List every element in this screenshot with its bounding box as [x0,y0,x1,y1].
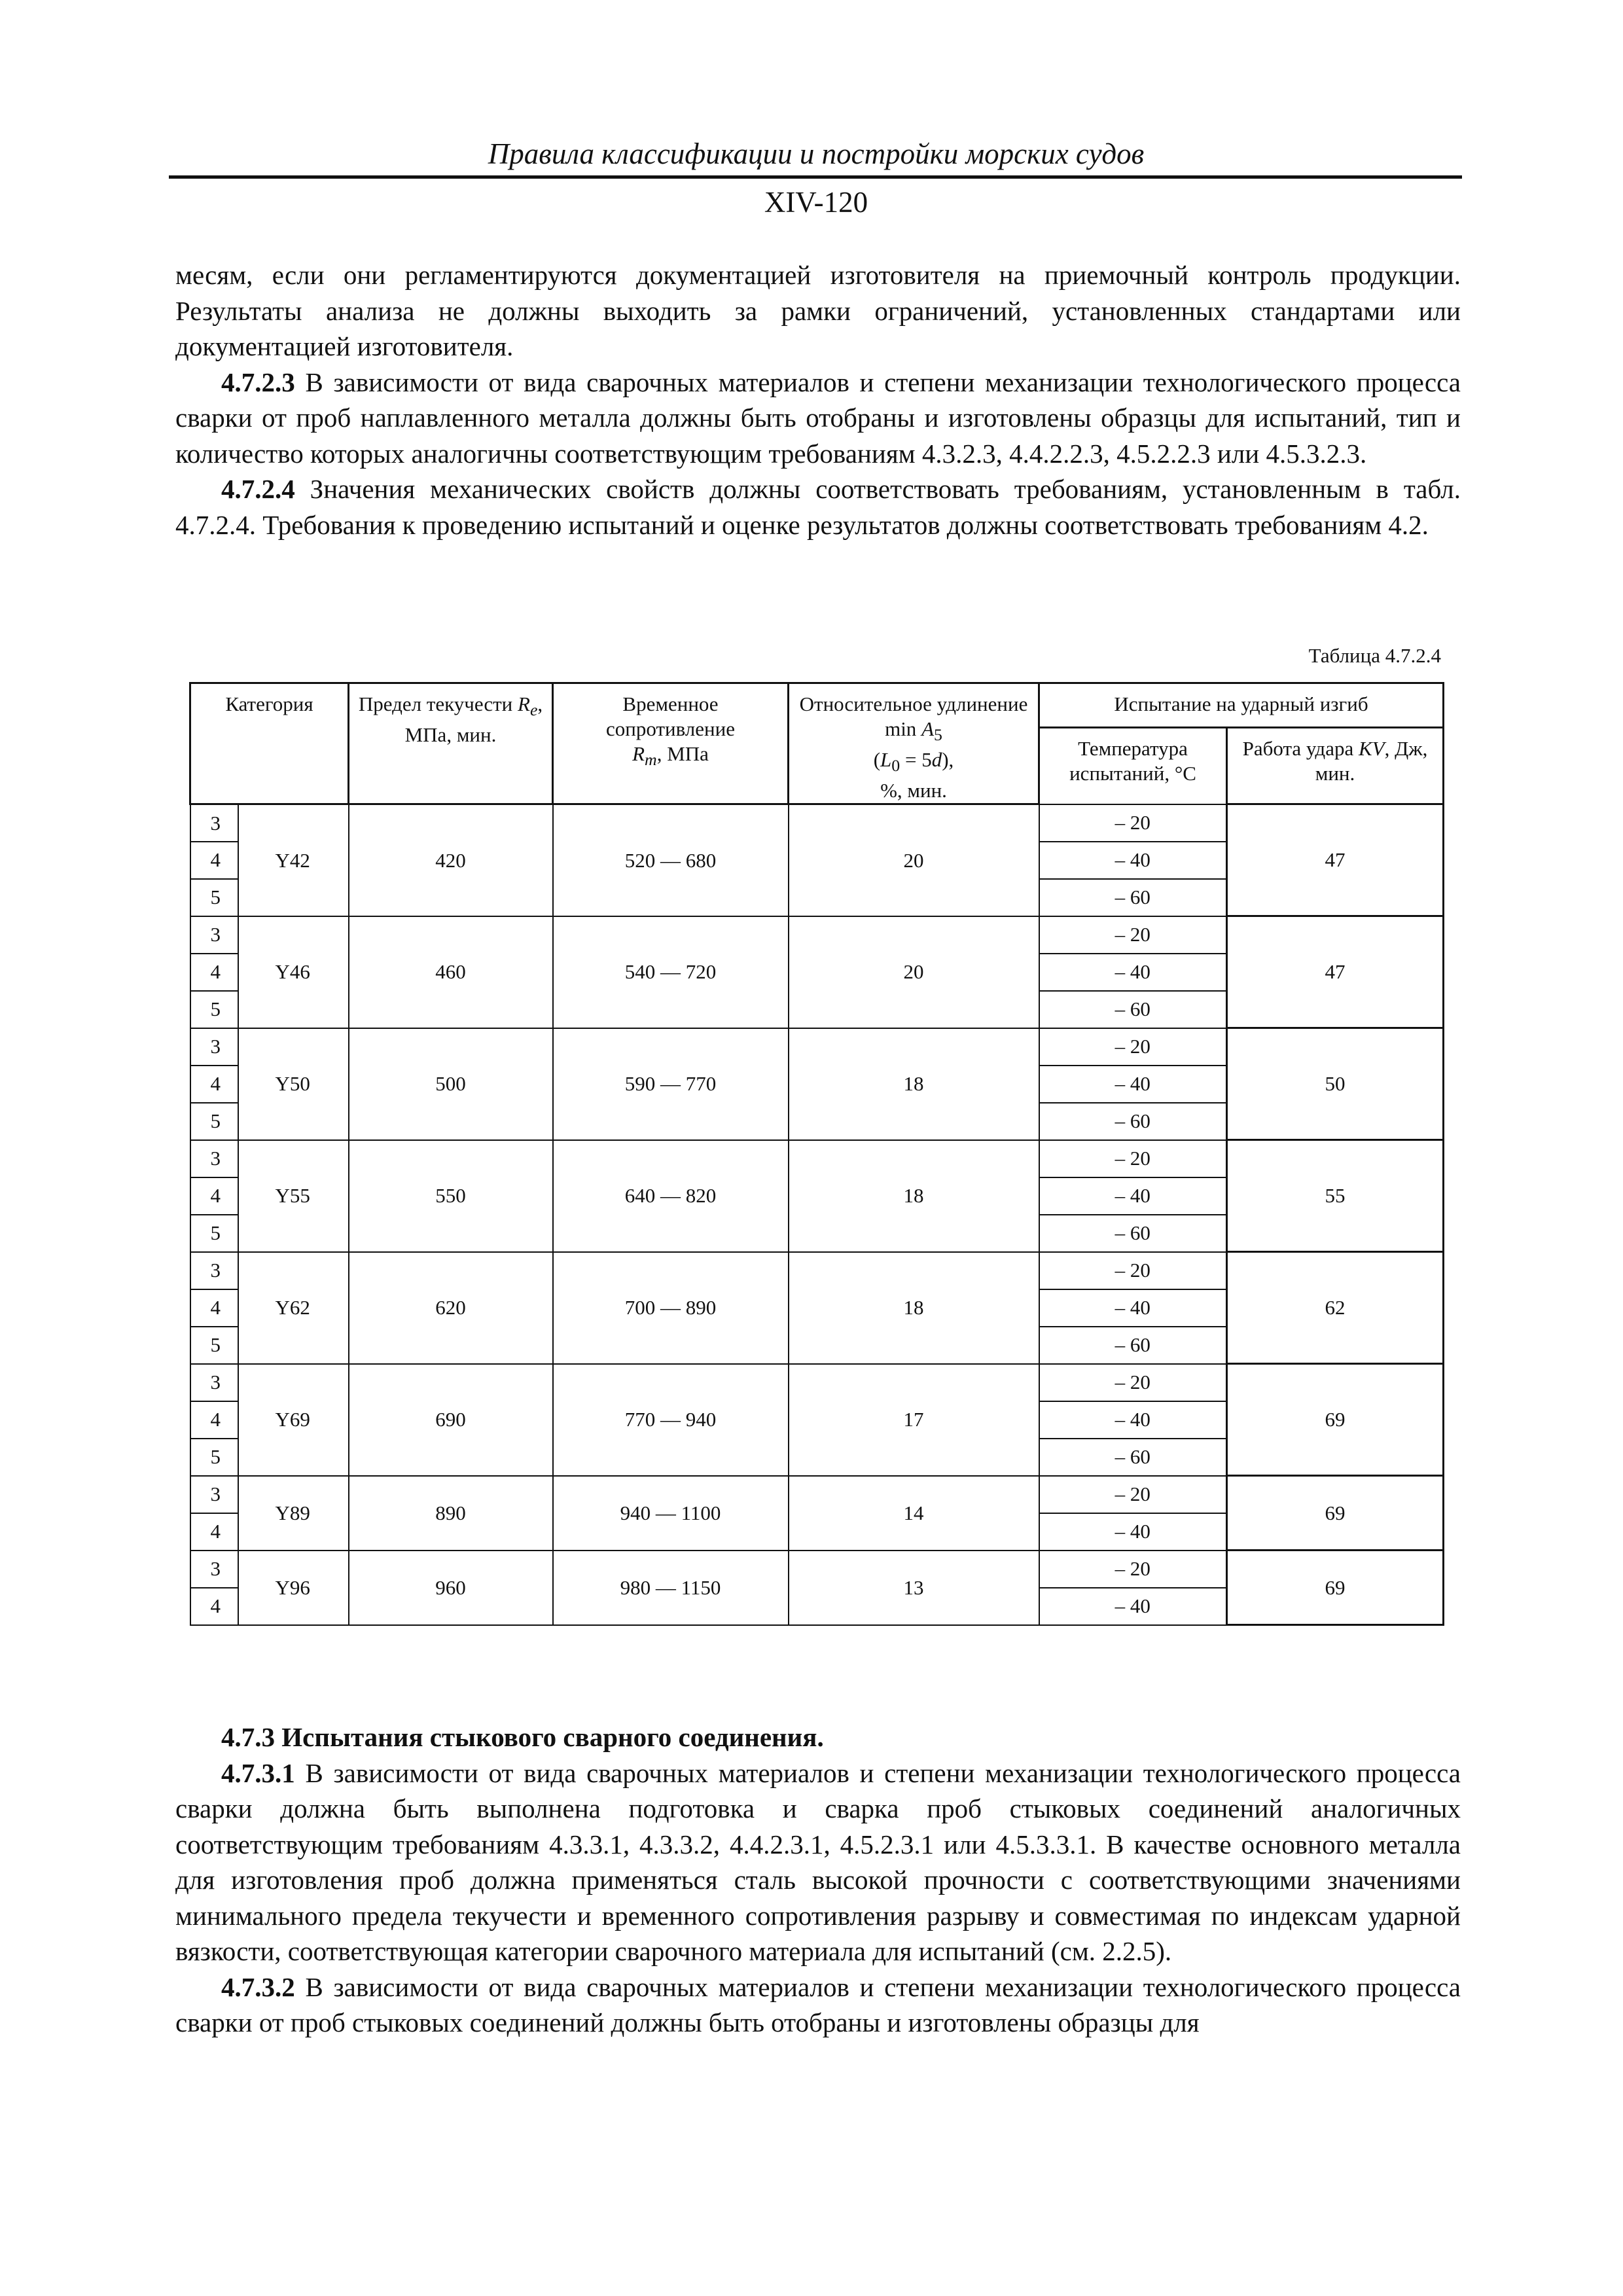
table-row [190,1028,1444,1066]
elongation-cell: 18 [789,1252,1039,1364]
category-number-cell: 3 [190,804,238,842]
yield-strength-cell: 620 [349,1252,553,1364]
yield-strength-cell: 500 [349,1028,553,1140]
impact-energy-cell: 50 [1227,1028,1444,1140]
test-temperature-cell: – 60 [1039,879,1227,916]
category-number-cell: 3 [190,916,238,954]
category-number-cell: 5 [190,1327,238,1364]
yield-strength-cell: 550 [349,1140,553,1252]
grade-cell: Y96 [238,1551,349,1625]
category-number-cell: 3 [190,1364,238,1401]
test-temperature-cell: – 40 [1039,1513,1227,1551]
impact-energy-cell: 69 [1227,1476,1444,1551]
table-row [190,804,1444,842]
elongation-cell: 18 [789,1028,1039,1140]
category-number-cell: 3 [190,1476,238,1513]
yield-strength-cell: 460 [349,916,553,1028]
test-temperature-cell: – 40 [1039,1177,1227,1215]
test-temperature-cell: – 20 [1039,1551,1227,1588]
header-impact-test: Испытание на ударный изгиб [1039,683,1444,728]
test-temperature-cell: – 20 [1039,1476,1227,1513]
bottom-text-block [175,1719,1461,2041]
header-test-temperature: Температура испытаний, °C [1039,727,1227,804]
tensile-strength-cell: 590 — 770 [553,1028,789,1140]
header-yield: Предел текучести $R_e$, МПа, мин. [349,683,553,804]
category-number-cell: 3 [190,1028,238,1066]
category-number-cell: 5 [190,1103,238,1140]
impact-energy-cell: 69 [1227,1551,1444,1625]
elongation-cell: 20 [789,804,1039,916]
category-number-cell: 5 [190,1439,238,1476]
top-text-block [175,257,1461,543]
mechanical-properties-table [189,682,1444,1626]
test-temperature-cell: – 60 [1039,1327,1227,1364]
category-number-cell: 3 [190,1252,238,1289]
impact-energy-cell: 62 [1227,1252,1444,1364]
section-heading-4-7-3: 4.7.3 Испытания стыкового сварного соединения. [221,1722,824,1752]
grade-cell: Y50 [238,1028,349,1140]
impact-energy-cell: 47 [1227,916,1444,1028]
grade-cell: Y55 [238,1140,349,1252]
tensile-strength-cell: 540 — 720 [553,916,789,1028]
yield-strength-cell: 890 [349,1476,553,1551]
header-category: Категория [190,683,349,804]
category-number-cell: 5 [190,1215,238,1252]
elongation-cell: 20 [789,916,1039,1028]
category-number-cell: 4 [190,954,238,991]
category-number-cell: 4 [190,1401,238,1439]
yield-strength-cell: 960 [349,1551,553,1625]
test-temperature-cell: – 20 [1039,1028,1227,1066]
grade-cell: Y62 [238,1252,349,1364]
test-temperature-cell: – 20 [1039,804,1227,842]
tensile-strength-cell: 980 — 1150 [553,1551,789,1625]
impact-energy-cell: 47 [1227,804,1444,916]
paragraph-4-7-3-1: 4.7.3.1 В зависимости от вида сварочных материалов и степени механизации технологического процесса сварки должна быть выполнена подготовка и сварка проб стыковых соединений аналогичных соответствующим требованиям 4.3.3.1, 4.3.3.2, 4.4.2.3.1, 4.5.2.3.1 или 4.5.3.3.1. В качестве основного металла для изготовления проб должна применяться сталь высокой прочности с соответствующими значениями минимального предела текучести и временного сопротивления разрыву и совместимая по индексам ударной вязкости, соответствующая категории сварочного материала для испытаний (см. 2.2.5). [175,1757,1461,1966]
paragraph-4-7-2-4: 4.7.2.4 Значения механических свойств должны соответствовать требованиям, установленным в табл. 4.7.2.4. Требования к проведению испытаний и оценке результатов должны соответствовать требованиям 4.2. [175,474,1461,540]
table-row [190,1252,1444,1289]
category-number-cell: 5 [190,991,238,1028]
clause-number: 4.7.3.1 [221,1757,295,1788]
grade-cell: Y69 [238,1364,349,1476]
category-number-cell: 3 [190,1140,238,1177]
test-temperature-cell: – 20 [1039,1252,1227,1289]
table-row [190,1551,1444,1588]
page-number: XIV-120 [764,186,868,219]
grade-cell: Y46 [238,916,349,1028]
tensile-strength-cell: 940 — 1100 [553,1476,789,1551]
impact-energy-cell: 69 [1227,1364,1444,1476]
grade-cell: Y42 [238,804,349,916]
header-elongation: Относительное удлинение $\min A_5$ $(L_0 = 5d)$, %, мин. [789,683,1039,804]
yield-strength-cell: 420 [349,804,553,916]
header-rule [169,175,1462,179]
clause-number: 4.7.2.4 [221,474,295,504]
grade-cell: Y89 [238,1476,349,1551]
table-row [190,916,1444,954]
category-number-cell: 4 [190,1066,238,1103]
tensile-strength-cell: 770 — 940 [553,1364,789,1476]
impact-energy-cell: 55 [1227,1140,1444,1252]
header-tensile: Временное сопротивление $R_m$, МПа [553,683,789,804]
elongation-cell: 14 [789,1476,1039,1551]
running-header-title: Правила классификации и постройки морских судов [488,137,1145,170]
test-temperature-cell: – 20 [1039,1140,1227,1177]
test-temperature-cell: – 40 [1039,1066,1227,1103]
table-caption: Таблица 4.7.2.4 [1308,644,1441,667]
test-temperature-cell: – 40 [1039,842,1227,879]
table-row [190,1364,1444,1401]
paragraph-continued: месям, если они регламентируются документацией изготовителя на приемочный контроль продукции. Результаты анализа не должны выходить за рамки ограничений, установленных стандартами или документацией изготовителя. [175,260,1461,361]
tensile-strength-cell: 520 — 680 [553,804,789,916]
tensile-strength-cell: 700 — 890 [553,1252,789,1364]
elongation-cell: 18 [789,1140,1039,1252]
test-temperature-cell: – 60 [1039,991,1227,1028]
category-number-cell: 4 [190,1289,238,1327]
tensile-strength-cell: 640 — 820 [553,1140,789,1252]
header-impact-energy: Работа удара KV, Дж, мин. [1227,727,1444,804]
test-temperature-cell: – 60 [1039,1103,1227,1140]
category-number-cell: 3 [190,1551,238,1588]
yield-strength-cell: 690 [349,1364,553,1476]
test-temperature-cell: – 60 [1039,1215,1227,1252]
elongation-cell: 17 [789,1364,1039,1476]
test-temperature-cell: – 20 [1039,1364,1227,1401]
test-temperature-cell: – 40 [1039,1289,1227,1327]
paragraph-4-7-2-3: 4.7.2.3 В зависимости от вида сварочных материалов и степени механизации технологического процесса сварки от проб наплавленного металла должны быть отобраны и изготовлены образцы для испытаний, тип и количество которых аналогичны соответствующим требованиям 4.3.2.3, 4.4.2.2.3, 4.5.2.2.3 или 4.5.3.2.3. [175,367,1461,469]
test-temperature-cell: – 40 [1039,1401,1227,1439]
test-temperature-cell: – 60 [1039,1439,1227,1476]
table-body [190,804,1444,1625]
category-number-cell: 4 [190,1177,238,1215]
category-number-cell: 4 [190,842,238,879]
table-row [190,1476,1444,1513]
test-temperature-cell: – 20 [1039,916,1227,954]
table-row [190,1140,1444,1177]
elongation-cell: 13 [789,1551,1039,1625]
test-temperature-cell: – 40 [1039,954,1227,991]
test-temperature-cell: – 40 [1039,1588,1227,1625]
paragraph-4-7-3-2: 4.7.3.2 В зависимости от вида сварочных материалов и степени механизации технологического процесса сварки от проб стыковых соединений должны быть отобраны и изготовлены образцы для [175,1971,1461,2037]
category-number-cell: 5 [190,879,238,916]
category-number-cell: 4 [190,1588,238,1625]
category-number-cell: 4 [190,1513,238,1551]
clause-number: 4.7.3.2 [221,1971,295,2002]
clause-number: 4.7.2.3 [221,367,295,397]
